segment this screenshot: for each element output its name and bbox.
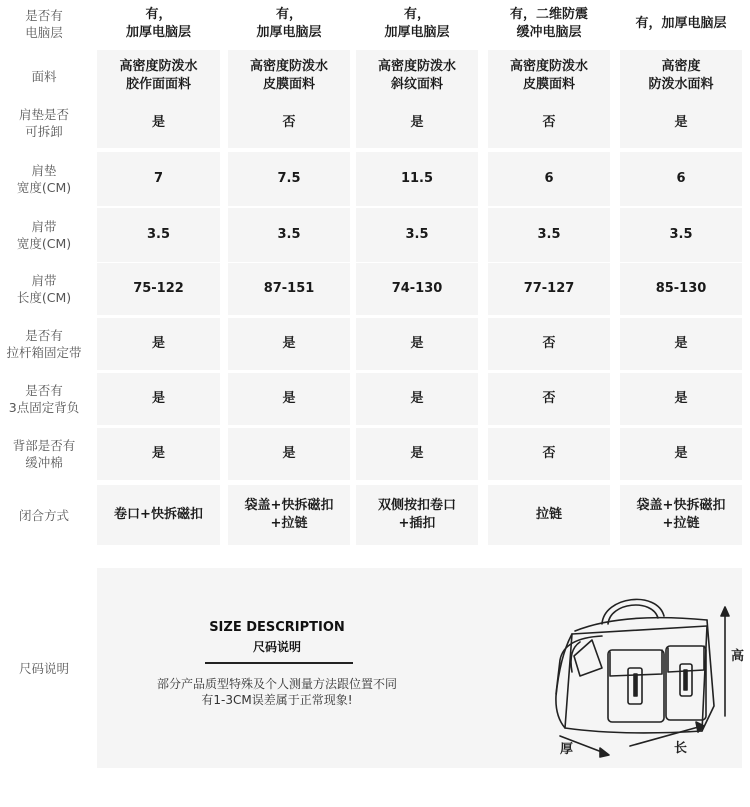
table-cell: 高密度防泼水 胶作面面料 [97,50,220,102]
table-cell: 3.5 [228,208,350,262]
table-cell: 袋盖+快拆磁扣 +拉链 [620,485,742,545]
table-cell: 否 [488,428,610,480]
table-cell: 是 [97,318,220,370]
table-cell: 有， 加厚电脑层 [256,7,322,40]
size-note: 部分产品质型特殊及个人测量方法跟位置不同 有1-3CM误差属于正常现象! [156,677,397,707]
table-cell: 是 [228,318,350,370]
table-cell: 高密度防泼水 皮膜面料 [488,50,610,102]
table-cell: 是 [356,373,478,425]
table-cell: 否 [488,98,610,148]
thickness-label: 厚 [560,741,574,756]
table-cell: 是 [620,428,742,480]
table-cell: 有，加厚电脑层 [635,16,727,31]
table-cell: 有，二维防震 缓冲电脑层 [509,7,588,40]
height-label: 高 [731,648,745,663]
table-cell: 6 [488,152,610,206]
table-cell: 3.5 [620,208,742,262]
size-subtitle: 尺码说明 [252,640,301,654]
divider [205,662,353,664]
table-cell: 是 [356,318,478,370]
table-cell: 拉链 [488,485,610,545]
row-label: 肩垫 宽度(CM) [16,163,72,195]
table-cell: 是 [620,318,742,370]
table-cell: 3.5 [97,208,220,262]
table-cell: 7.5 [228,152,350,206]
row-label: 面料 [31,68,57,84]
table-cell: 77-127 [488,263,610,315]
row-label: 是否有 电脑层 [25,8,63,40]
table-cell: 是 [97,428,220,480]
table-cell: 是 [620,373,742,425]
table-cell: 87-151 [228,263,350,315]
table-cell: 有， 加厚电脑层 [125,7,191,40]
row-label: 背部是否有 缓冲棉 [12,438,76,470]
table-cell: 是 [228,373,350,425]
row-label: 尺码说明 [18,660,69,676]
table-cell: 卷口+快拆磁扣 [97,485,220,545]
table-cell: 3.5 [356,208,478,262]
table-cell: 6 [620,152,742,206]
table-cell: 是 [620,98,742,148]
table-cell: 有， 加厚电脑层 [384,7,450,40]
size-description-panel [97,568,745,768]
table-cell: 是 [228,428,350,480]
row-label: 是否有 拉杆箱固定带 [6,328,82,360]
table-cell: 双侧按扣卷口 +插扣 [356,485,478,545]
table-cell: 是 [356,98,478,148]
length-label: 长 [674,740,688,755]
table-cell: 袋盖+快拆磁扣 +拉链 [228,485,350,545]
row-label: 肩带 宽度(CM) [16,219,72,251]
table-cell: 否 [488,318,610,370]
table-cell: 是 [97,373,220,425]
row-label: 闭合方式 [18,507,69,523]
row-label: 肩垫是否 可拆卸 [18,107,69,139]
table-cell: 85-130 [620,263,742,315]
row-label: 是否有 3点固定背负 [8,383,80,415]
table-cell: 74-130 [356,263,478,315]
size-title: SIZE DESCRIPTION [209,620,345,635]
table-cell: 11.5 [356,152,478,206]
table-cell: 否 [488,373,610,425]
messenger-bag-illustration [452,576,745,761]
table-cell: 3.5 [488,208,610,262]
table-cell: 是 [356,428,478,480]
table-cell: 7 [97,152,220,206]
table-cell: 75-122 [97,263,220,315]
row-label: 肩带 长度(CM) [16,273,72,305]
table-cell: 是 [97,98,220,148]
table-cell: 否 [228,98,350,148]
table-cell: 高密度防泼水 斜纹面料 [356,50,478,102]
table-cell: 高密度防泼水 皮膜面料 [228,50,350,102]
table-cell: 高密度 防泼水面料 [620,50,742,102]
